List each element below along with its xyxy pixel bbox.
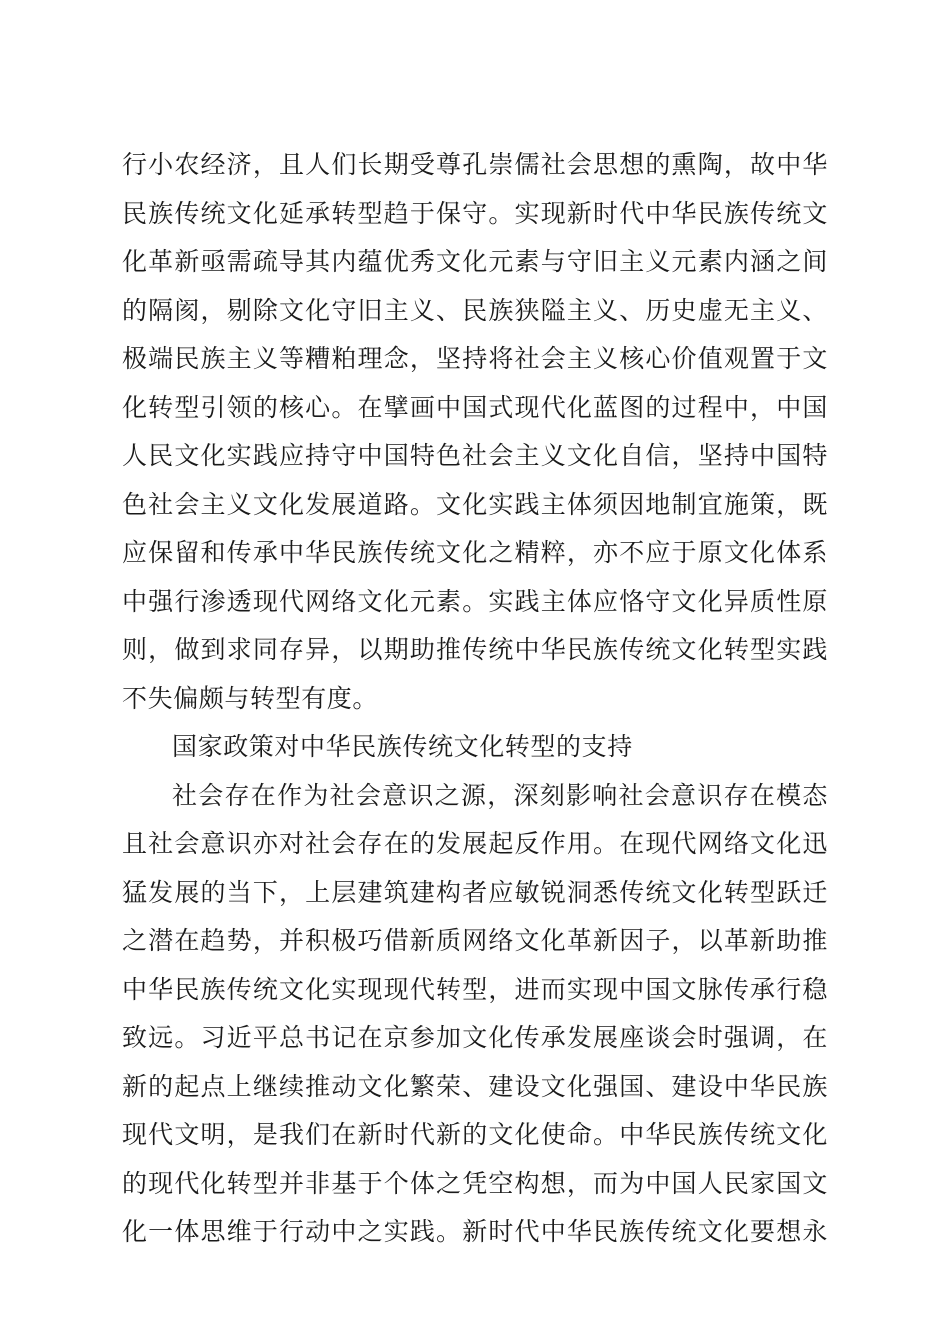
paragraph-line: 中强行渗透现代网络文化元素。实践主体应恪守文化异质性原	[122, 586, 828, 616]
paragraph-line: 不失偏颇与转型有度。	[122, 683, 379, 713]
paragraph-2	[122, 772, 828, 1257]
paragraph-line: 的隔阂，剔除文化守旧主义、民族狭隘主义、历史虚无主义、	[122, 295, 828, 325]
paragraph-line: 极端民族主义等糟粕理念，坚持将社会主义核心价值观置于文	[122, 344, 828, 373]
paragraph-line: 色社会主义文化发展道路。文化实践主体须因地制宜施策，既	[122, 489, 828, 519]
paragraph-1	[122, 141, 828, 723]
paragraph-line: 且社会意识亦对社会存在的发展起反作用。在现代网络文化迅	[122, 829, 828, 858]
paragraph-line: 中华民族传统文化实现现代转型，进而实现中国文脉传承行稳	[122, 974, 828, 1004]
paragraph-line: 则，做到求同存异，以期助推传统中华民族传统文化转型实践	[122, 635, 828, 664]
paragraph-line: 之潜在趋势，并积极巧借新质网络文化革新因子，以革新助推	[122, 926, 828, 955]
paragraph-line: 的现代化转型并非基于个体之凭空构想，而为中国人民家国文	[122, 1168, 828, 1198]
paragraph-line: 致远。习近平总书记在京参加文化传承发展座谈会时强调，在	[122, 1023, 828, 1052]
paragraph-line: 民族传统文化延承转型趋于保守。实现新时代中华民族传统文	[122, 198, 828, 228]
paragraph-line: 社会存在作为社会意识之源，深刻影响社会意识存在模态	[172, 780, 828, 810]
section-heading: 国家政策对中华民族传统文化转型的支持	[172, 732, 633, 761]
paragraph-line: 应保留和传承中华民族传统文化之精粹，亦不应于原文化体系	[122, 538, 828, 567]
paragraph-line: 化革新亟需疏导其内蕴优秀文化元素与守旧主义元素内涵之间	[122, 247, 828, 276]
paragraph-line: 化一体思维于行动中之实践。新时代中华民族传统文化要想永	[122, 1217, 828, 1246]
paragraph-line: 行小农经济，且人们长期受尊孔崇儒社会思想的熏陶，故中华	[122, 150, 828, 179]
paragraph-line: 化转型引领的核心。在擘画中国式现代化蓝图的过程中，中国	[122, 392, 828, 422]
paragraph-line: 新的起点上继续推动文化繁荣、建设文化强国、建设中华民族	[122, 1071, 828, 1101]
paragraph-line: 现代文明，是我们在新时代新的文化使命。中华民族传统文化	[122, 1120, 828, 1149]
paragraph-line: 人民文化实践应持守中国特色社会主义文化自信，坚持中国特	[122, 441, 828, 470]
document-body	[122, 141, 828, 1257]
paragraph-line: 猛发展的当下，上层建筑建构者应敏锐洞悉传统文化转型跃迁	[122, 877, 828, 907]
